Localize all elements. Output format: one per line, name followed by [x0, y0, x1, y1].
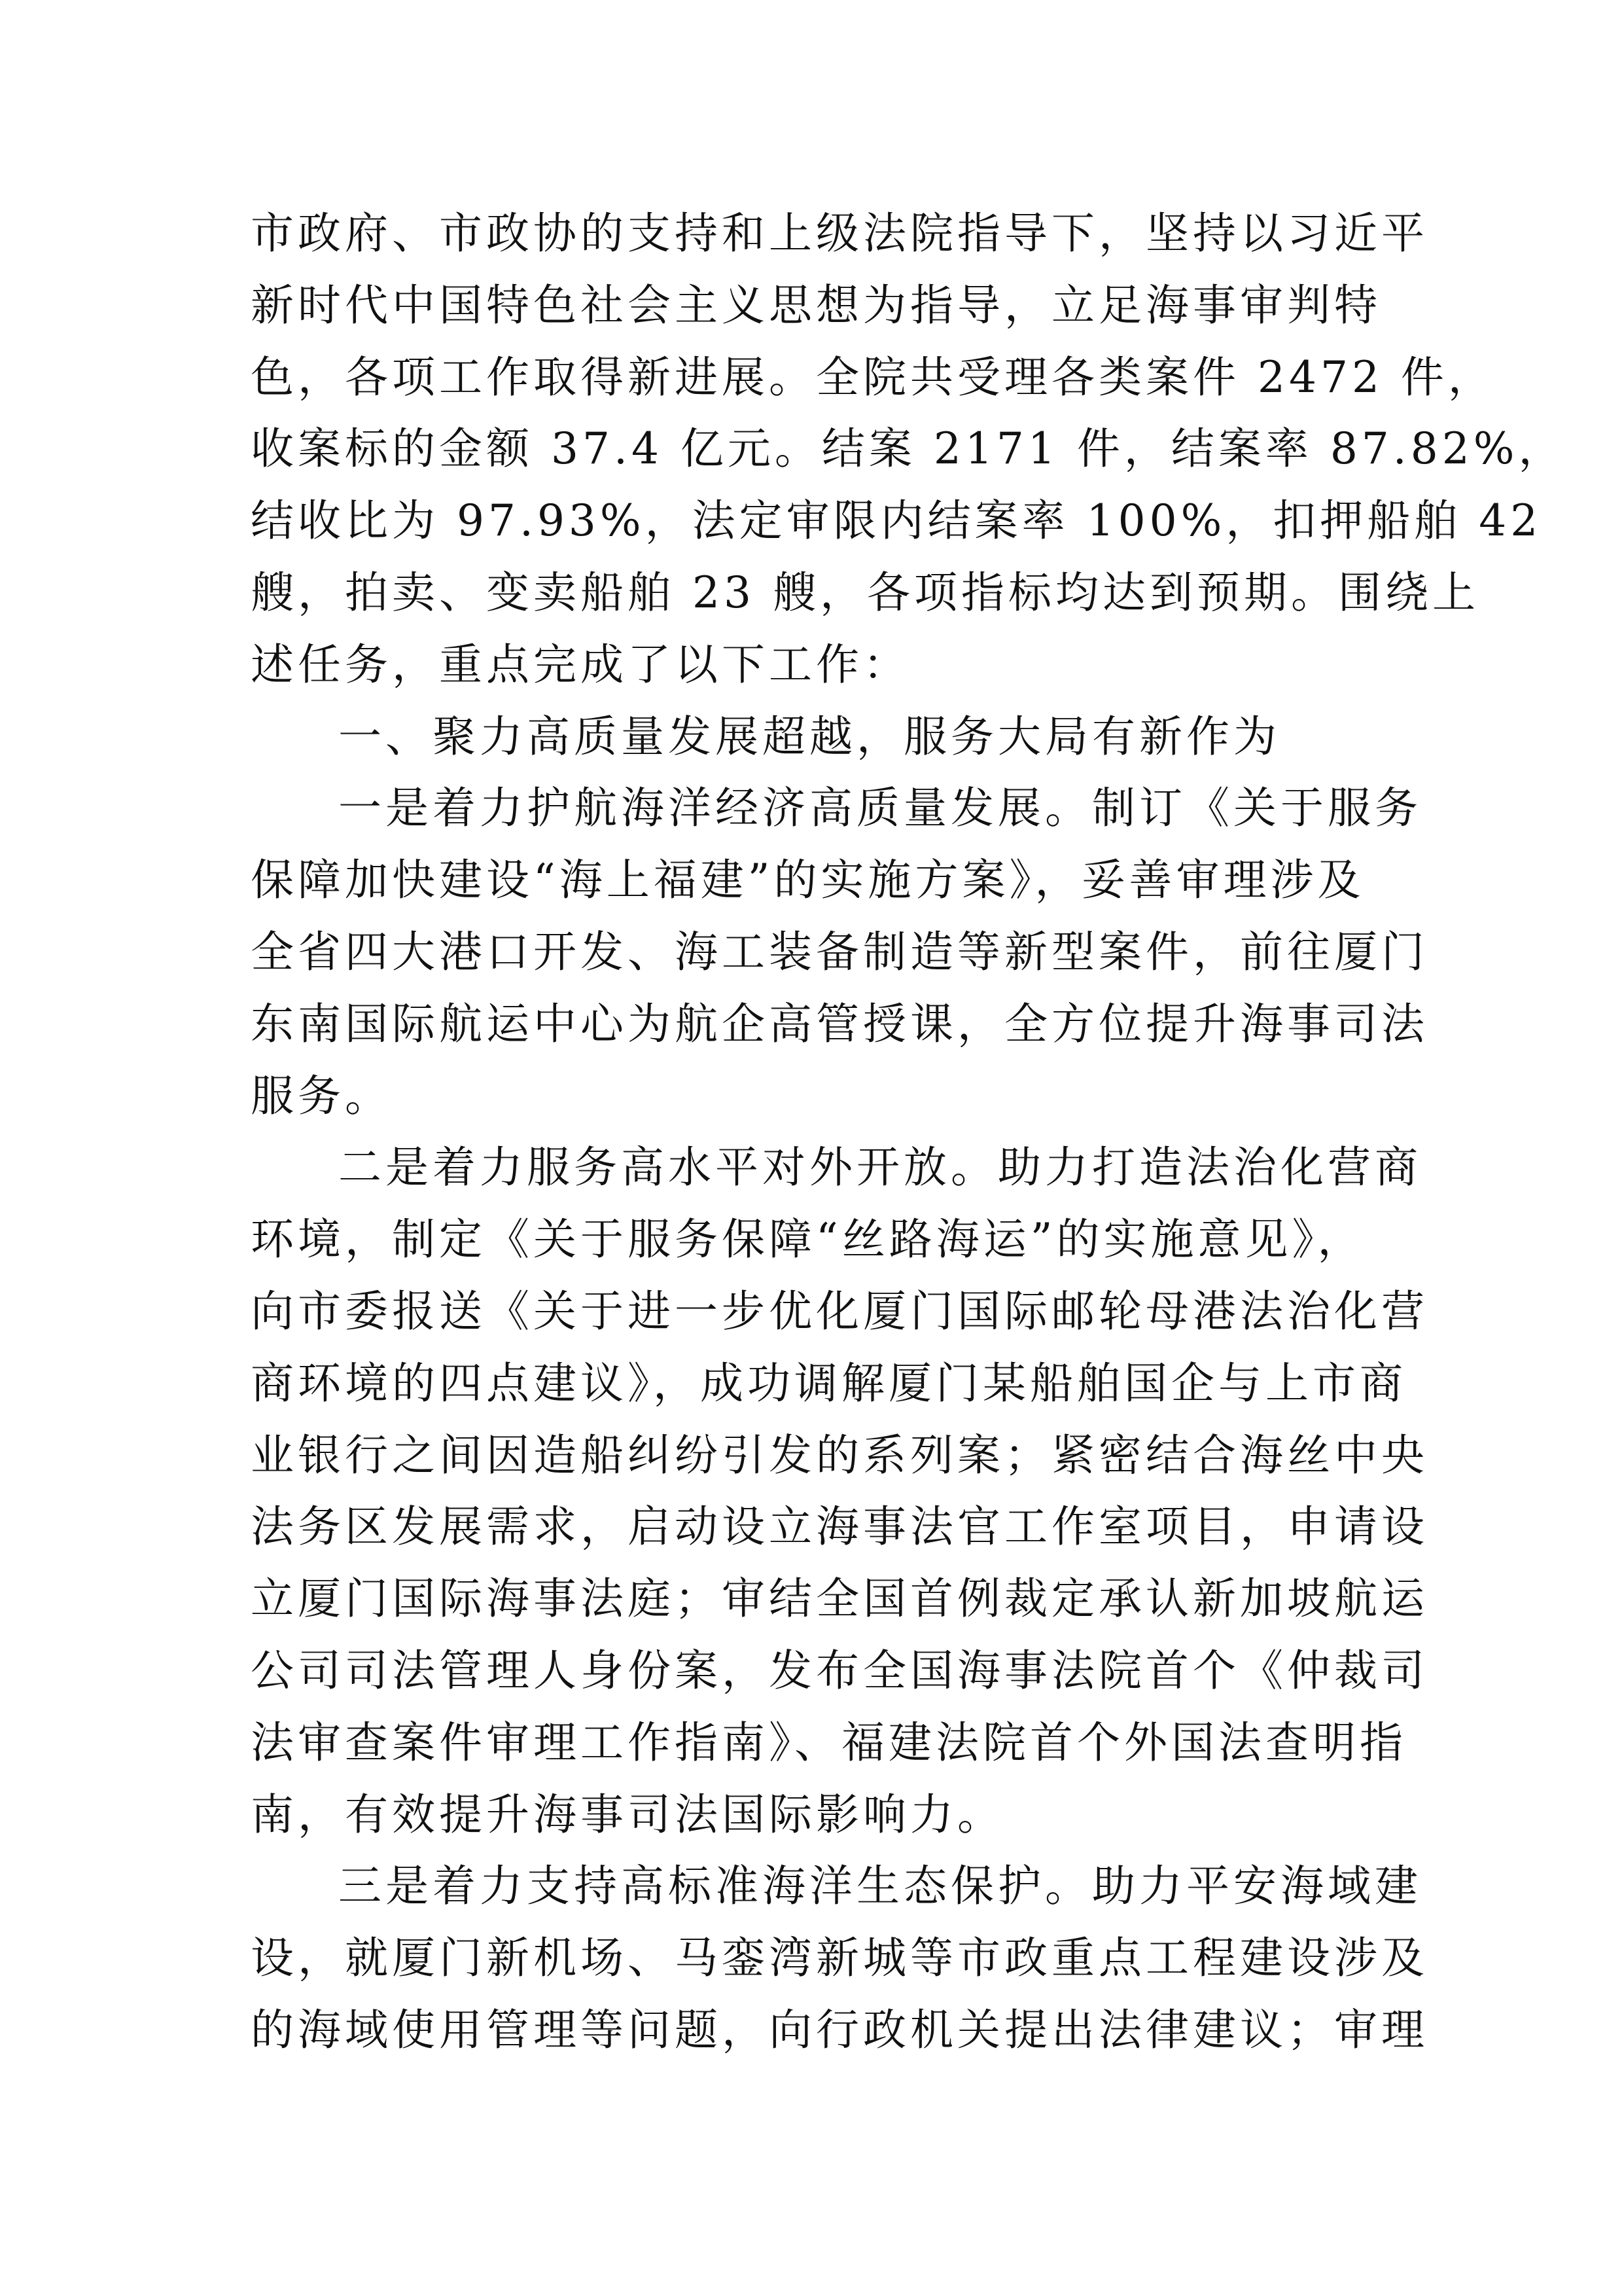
text-line: 东南国际航运中心为航企高管授课，全方位提升海事司法	[251, 998, 1428, 1049]
text-line: 立厦门国际海事法庭；审结全国首例裁定承认新加坡航运	[251, 1573, 1428, 1624]
text-line: 收案标的金额 37.4 亿元。结案 2171 件，结案率 87.82%，	[251, 423, 1566, 475]
text-line: 环境，制定《关于服务保障“丝路海运”的实施意见》，	[251, 1214, 1365, 1265]
text-line: 向市委报送《关于进一步优化厦门国际邮轮母港法治化营	[251, 1285, 1428, 1336]
text-line: 新时代中国特色社会主义思想为指导，立足海事审判特	[251, 279, 1381, 331]
text-line: 设，就厦门新机场、马銮湾新城等市政重点工程建设涉及	[251, 1933, 1428, 1984]
text-line: 业银行之间因造船纠纷引发的系列案；紧密结合海丝中央	[251, 1429, 1428, 1480]
text-line: 艘，拍卖、变卖船舶 23 艘，各项指标均达到预期。围绕上	[251, 567, 1479, 618]
text-line: 法审查案件审理工作指南》、福建法院首个外国法查明指	[251, 1717, 1407, 1768]
paragraph-first-line: 二是着力服务高水平对外开放。助力打造法治化营商	[338, 1142, 1422, 1193]
text-line: 法务区发展需求，启动设立海事法官工作室项目，申请设	[251, 1501, 1428, 1552]
text-line: 保障加快建设“海上福建”的实施方案》，妥善审理涉及	[251, 855, 1365, 906]
text-line: 商环境的四点建议》，成功调解厦门某船舶国企与上市商	[251, 1357, 1407, 1408]
text-line: 述任务，重点完成了以下工作：	[251, 639, 910, 690]
text-line: 全省四大港口开发、海工装备制造等新型案件，前往厦门	[251, 926, 1428, 977]
text-line: 结收比为 97.93%，法定审限内结案率 100%，扣押船舶 42	[251, 495, 1542, 547]
document-body-text	[251, 198, 1566, 2066]
text-line: 服务。	[251, 1070, 392, 1121]
text-line: 南，有效提升海事司法国际影响力。	[251, 1789, 1004, 1840]
text-line: 公司司法管理人身份案，发布全国海事法院首个《仲裁司	[251, 1645, 1428, 1696]
text-line: 市政府、市政协的支持和上级法院指导下，坚持以习近平	[251, 208, 1428, 259]
text-line: 的海域使用管理等问题，向行政机关提出法律建议；审理	[251, 2004, 1428, 2055]
paragraph-first-line: 一、聚力高质量发展超越，服务大局有新作为	[338, 711, 1280, 762]
text-line: 色，各项工作取得新进展。全院共受理各类案件 2472 件，	[251, 351, 1495, 403]
paragraph-first-line: 三是着力支持高标准海洋生态保护。助力平安海域建	[338, 1861, 1422, 1912]
paragraph-first-line: 一是着力护航海洋经济高质量发展。制订《关于服务	[338, 783, 1422, 834]
